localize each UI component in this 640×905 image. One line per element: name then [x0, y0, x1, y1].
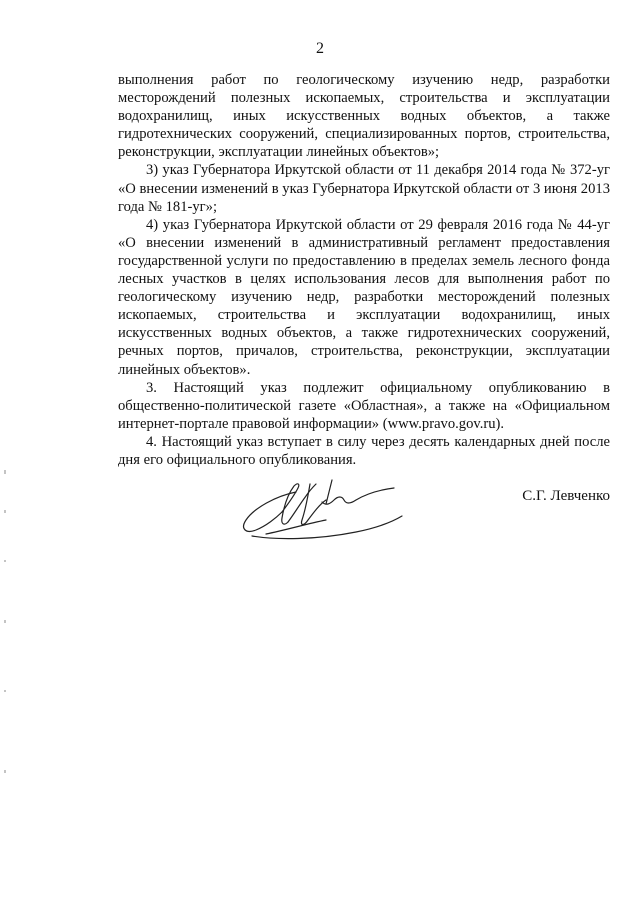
handwritten-signature	[236, 474, 408, 550]
page-number: 2	[316, 40, 324, 57]
document-body	[118, 71, 610, 469]
paragraph-publication: 3. Настоящий указ подлежит официальному опубликованию в общественно-политической газете «Областная», а также на «Официальном интернет-портале правовой информации» (www.pravo.gov.ru).	[118, 379, 610, 432]
scan-margin-marks	[4, 470, 6, 780]
paragraph-item-4: 4) указ Губернатора Иркутской области от 29 февраля 2016 года № 44-уг «О внесении изменений в административный регламент предоставления государственной услуги по предоставлению в пределах земель лесного фонда лесных участков в целях использования лесов для выполнения работ по геологическому изучению недр, разработки месторождений полезных ископаемых, строительства и эксплуатации водохранилищ, иных искусственных водных объектов, а также гидротехнических сооружений, речных портов, причалов, строительства, реконструкции, эксплуатации линейных объектов».	[118, 216, 610, 378]
paragraph-effective-date: 4. Настоящий указ вступает в силу через десять календарных дней после дня его официального опубликования.	[118, 433, 610, 468]
paragraph-item-3: 3) указ Губернатора Иркутской области от 11 декабря 2014 года № 372-уг «О внесении изменений в указ Губернатора Иркутской области от 3 июня 2013 года № 181-уг»;	[118, 162, 610, 215]
signer-name: С.Г. Левченко	[522, 488, 610, 504]
paragraph-continuation: выполнения работ по геологическому изучению недр, разработки месторождений полезных ископаемых, строительства и эксплуатации водохранилищ, иных искусственных водных объектов, а также гидротехнических сооружений, специализированных портов, строительства, реконструкции, эксплуатации линейных объектов»;	[118, 72, 610, 161]
